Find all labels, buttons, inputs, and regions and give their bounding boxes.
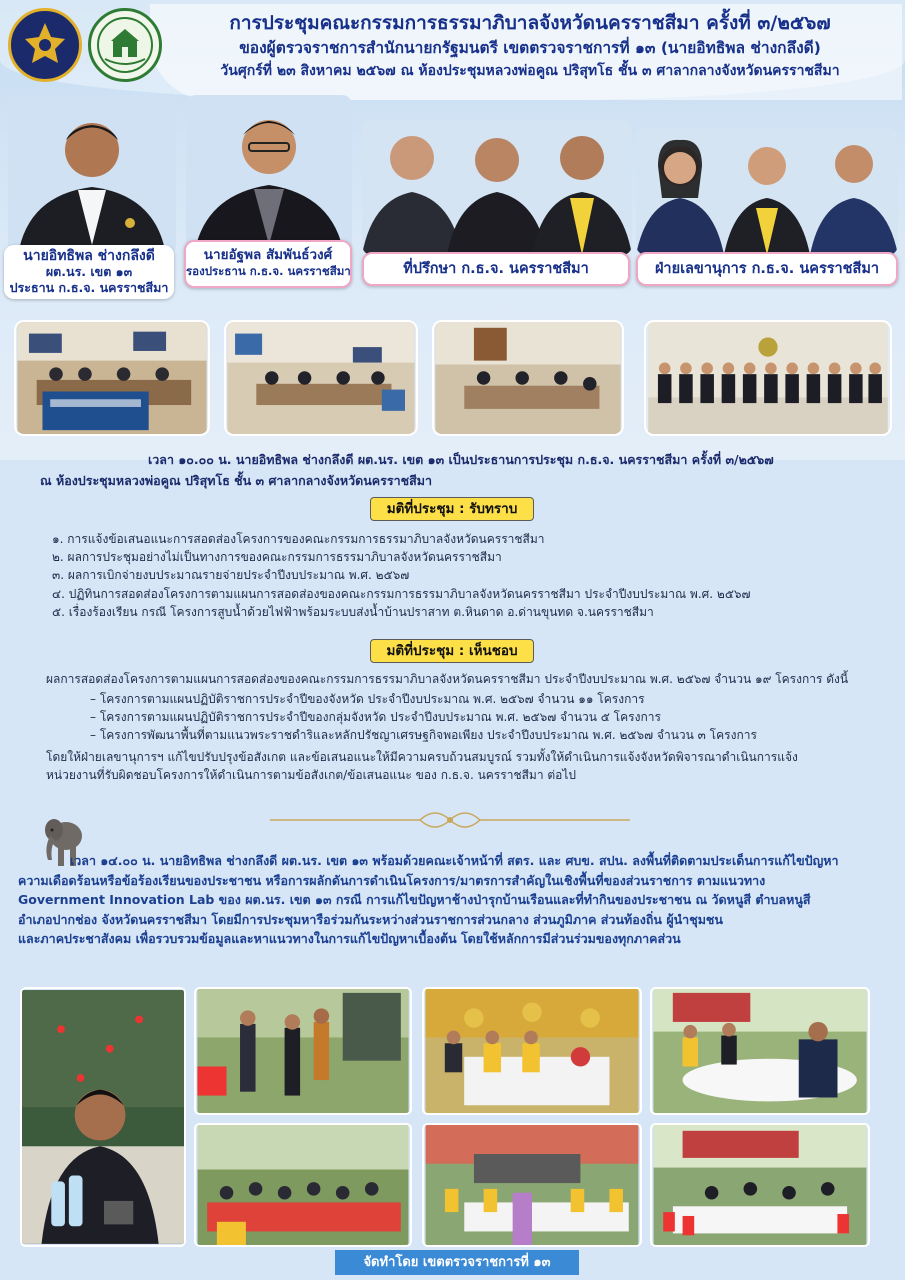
footer-credit: จัดทำโดย เขตตรวจราชการที่ ๑๓ xyxy=(335,1250,579,1275)
resolution-agree-badge: มติที่ประชุม : เห็นชอบ xyxy=(370,639,534,663)
afternoon-line-2: ความเดือดร้อนหรือข้อร้องเรียนของประชาชน หรือการผลักดันการดำเนินโครงการ/มาตรการสำคัญในเชิงพื้นที่ของส่วนราชการ ตามแนวทาง xyxy=(18,872,766,888)
chair-portrait xyxy=(8,95,176,255)
afternoon-line-1: เวลา ๑๔.๐๐ น. นายอิทธิพล ช่างกลึงดี ผต.นร. เขต ๑๓ พร้อมด้วยคณะเจ้าหน้าที่ สตร. และ ศบข. สปน. ลงพื้นที่ติดตามประเด็นการแก้ไขปัญหา xyxy=(70,853,839,868)
field-photo-map-speaker xyxy=(20,987,186,1247)
resolution-agree-tail xyxy=(46,748,798,784)
afternoon-line-3: Government Innovation Lab ของ ผต.นร. เขต ๑๓ กรณี การแก้ไขปัญหาช้างป่ารุกบ้านเรือนและที่ทำกินของประชาชน ณ วัดหนูสี ตำบลหนูสี xyxy=(18,892,811,907)
intro-line-2: ณ ห้องประชุมหลวงพ่อคูณ ปริสุทโธ ชั้น ๓ ศาลากลางจังหวัดนครราชสีมา xyxy=(40,473,432,488)
field-photo-7 xyxy=(650,1123,870,1247)
chair-role-committee: ประธาน ก.ธ.จ. นครราชสีมา xyxy=(9,280,169,295)
field-photo-3 xyxy=(422,987,642,1115)
list-item: ๕. เรื่องร้องเรียน กรณี โครงการสูบน้ำด้วยไฟฟ้าพร้อมระบบส่งน้ำบ้านปราสาท ต.หินดาด อ.ด่านขุนทด จ.นครราชสีมา xyxy=(52,604,654,619)
resolution-ack-list xyxy=(52,530,751,621)
list-item: ๑. การแจ้งข้อเสนอแนะการสอดส่องโครงการของคณะกรรมการธรรมาภิบาลจังหวัดนครราชสีมา xyxy=(52,532,545,546)
list-item: – โครงการตามแผนปฏิบัติราชการประจำปีของจังหวัด ประจำปีงบประมาณ พ.ศ. ๒๕๖๗ จำนวน ๑๑ โครงการ xyxy=(90,692,645,706)
provincial-seal-icon xyxy=(88,8,162,82)
page-date-venue: วันศุกร์ที่ ๒๓ สิงหาคม ๒๕๖๗ ณ ห้องประชุมหลวงพ่อคูณ ปริสุทโธ ชั้น ๓ ศาลากลางจังหวัดนครราชสีมา xyxy=(220,63,840,79)
chair-caption xyxy=(4,245,174,299)
field-photo-2 xyxy=(194,987,412,1115)
vice-chair-portrait xyxy=(186,95,352,255)
advisors-label: ที่ปรึกษา ก.ธ.จ. นครราชสีมา xyxy=(403,261,589,277)
page-subtitle: ของผู้ตรวจราชการสำนักนายกรัฐมนตรี เขตตรวจราชการที่ ๑๓ (นายอิทธิพล ช่างกลึงดี) xyxy=(239,39,821,57)
list-item: – โครงการพัฒนาพื้นที่ตามแนวพระราชดำริและหลักปรัชญาเศรษฐกิจพอเพียง ประจำปีงบประมาณ พ.ศ. ๒๕๖๗ จำนวน ๓ โครงการ xyxy=(90,728,757,743)
resolution-ack-badge: มติที่ประชุม : รับทราบ xyxy=(370,497,534,521)
meeting-photo-group xyxy=(644,320,892,436)
page-title: การประชุมคณะกรรมการธรรมาภิบาลจังหวัดนครราชสีมา ครั้งที่ ๓/๒๕๖๗ xyxy=(229,12,831,34)
agree-tail-line-1: โดยให้ฝ่ายเลขานุการฯ แก้ไขปรับปรุงข้อสังเกต และข้อเสนอแนะให้มีความครบถ้วนสมบูรณ์ รวมทั้งให้ดำเนินการแจ้งจังหวัดพิจารณาดำเนินการแจ้ง xyxy=(46,750,798,764)
chair-name: นายอิทธิพล ช่างกลึงดี xyxy=(23,248,155,264)
secretariat-photo xyxy=(636,128,898,255)
advisors-caption xyxy=(362,252,630,286)
agree-tail-line-2: หน่วยงานที่รับผิดชอบโครงการให้ดำเนินการตามข้อสังเกต/ข้อเสนอแนะ ของ ก.ธ.จ. นครราชสีมา ต่อไป xyxy=(46,768,577,783)
secretariat-caption xyxy=(636,252,898,286)
afternoon-paragraph xyxy=(18,851,888,949)
agree-lead-text: ผลการสอดส่องโครงการตามแผนการสอดส่องของคณะกรรมการธรรมาภิบาลจังหวัดนครราชสีมา ประจำปีงบประมาณ พ.ศ. ๒๕๖๗ จำนวน ๑๙ โครงการ ดังนี้ xyxy=(46,672,849,686)
list-item: ๓. ผลการเบิกจ่ายงบประมาณรายจ่ายประจำปีงบประมาณ พ.ศ. ๒๕๖๗ xyxy=(52,568,410,583)
afternoon-line-4: อำเภอปากช่อง จังหวัดนครราชสีมา โดยมีการประชุมหารือร่วมกันระหว่างส่วนราชการส่วนกลาง ส่วนภูมิภาค ส่วนท้องถิ่น ผู้นำชุมชน xyxy=(18,911,723,927)
secretariat-label: ฝ่ายเลขานุการ ก.ธ.จ. นครราชสีมา xyxy=(654,261,880,277)
vice-chair-caption xyxy=(184,240,352,288)
list-item: ๒. ผลการประชุมอย่างไม่เป็นทางการของคณะกรรมการธรรมาภิบาลจังหวัดนครราชสีมา xyxy=(52,550,502,565)
list-item: – โครงการตามแผนปฏิบัติราชการประจำปีของกลุ่มจังหวัด ประจำปีงบประมาณ พ.ศ. ๒๕๖๗ จำนวน ๕ โครงการ xyxy=(90,710,661,725)
list-item: ๔. ปฏิทินการสอดส่องโครงการตามแผนการสอดส่องของคณะกรรมการธรรมาภิบาลจังหวัดนครราชสีมา ประจำปีงบประมาณ พ.ศ. ๒๕๖๗ xyxy=(52,586,751,601)
ornament-divider-icon xyxy=(270,810,630,830)
meeting-photo-2 xyxy=(224,320,418,436)
resolution-agree-lead xyxy=(46,670,848,688)
intro-line-1: เวลา ๑๐.๐๐ น. นายอิทธิพล ช่างกลึงดี ผต.นร. เขต ๑๓ เป็นประธานการประชุม ก.ธ.จ. นครราชสีมา ครั้งที่ ๓/๒๕๖๗ xyxy=(148,452,774,467)
field-photo-6 xyxy=(422,1123,642,1247)
chair-role: ผต.นร. เขต ๑๓ xyxy=(45,264,133,279)
afternoon-line-5: และภาคประชาสังคม เพื่อรวบรวมข้อมูลและหาแนวทางในการแก้ไขปัญหาเบื้องต้น โดยใช้หลักการมีส่วนร่วมของทุกภาคส่วน xyxy=(18,931,681,946)
vice-chair-name: นายอัฐพล สัมพันธ์วงศ์ xyxy=(203,247,333,263)
government-emblem-icon xyxy=(8,8,82,82)
meeting-photo-3 xyxy=(432,320,624,436)
header-title-block xyxy=(165,10,895,82)
field-photo-4 xyxy=(650,987,870,1115)
vice-chair-role: รองประธาน ก.ธ.จ. นครราชสีมา xyxy=(186,264,351,278)
meeting-photo-1 xyxy=(14,320,210,436)
resolution-agree-list xyxy=(90,690,757,745)
advisors-photo xyxy=(362,120,632,255)
field-photo-5 xyxy=(194,1123,412,1247)
